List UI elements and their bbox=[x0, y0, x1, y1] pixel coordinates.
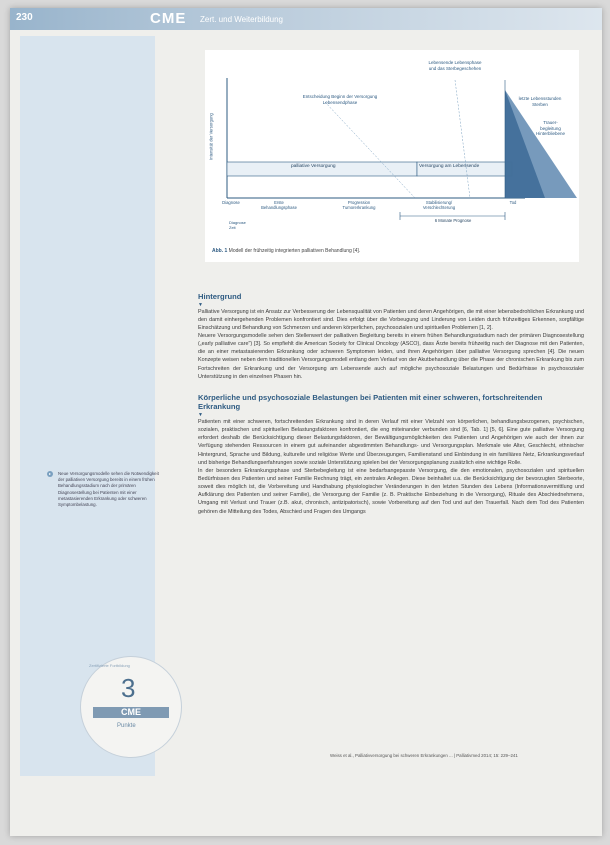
box-end-of-life-label: Versorgung am Lebensende bbox=[419, 164, 480, 169]
y-axis-label: Intensität der Versorgung bbox=[208, 113, 214, 160]
paragraph: Patienten mit einer schweren, fortschreitenden Erkrankung sind in deren Verlauf mit einer Vielzahl von körperlichen, behandlungsbezogenen, psychischen, sozialen, praktischen und spirituellen Belastungsfaktoren konfrontiert, die eng miteinander verbunden sind [6, Tab. 1] [5, 6]. Eine gute palliative Versorgung erfordert deshalb die Berücksichtigung dieser Belastungsfaktoren, der Bewältigungsmöglichkeiten des Patienten und Angehörigen wie auch der ihnen zur Verfügung stehenden Ressourcen in einem gut aufeinander abgestimmten Behandlungs- und Versorgungsplan. Merkmale wie Alter, Geschlecht, ethnischer Hintergrund, Sprache und Bildung, kulturelle und religiöse Werte und Überzeugungen, Familienstand und Einbindung in ein familiäres Netz, Erkrankungsverlauf und bisherige Behandlungserfahrungen sowie soziale Unterstützung spielen bei der Versorgungsplanung zusätzlich eine wichtige Rolle. bbox=[198, 418, 584, 466]
section-arrow-icon: ▼ bbox=[198, 301, 203, 308]
page-footer: Weiss et al., Palliativversorgung bei schweren Erkrankungen ... | Palliativmed 2014; 15: 229–241 bbox=[330, 753, 518, 758]
margin-note bbox=[48, 471, 162, 508]
x-label-2: Progression Tumorerkrankung bbox=[342, 200, 376, 210]
bracket-label: 6 Monate Prognose bbox=[434, 218, 472, 223]
section-arrow-icon: ▼ bbox=[198, 411, 203, 418]
label-sterben: letzte Lebensstunden Sterben bbox=[518, 96, 562, 107]
x-label-1: Erste Behandlungsphase bbox=[261, 200, 297, 210]
x-label-3: Stabilisierung/ Verschlechterung bbox=[422, 200, 456, 210]
seal-band: CME bbox=[93, 707, 169, 718]
seal-ring-text: Zertifizierte Fortbildung bbox=[89, 663, 130, 668]
section-title-hintergrund: Hintergrund bbox=[198, 292, 242, 301]
cme-seal bbox=[80, 656, 182, 758]
pointer-icon: ▸ bbox=[48, 471, 51, 476]
label-trauer: Trauer- begleitung Hinterbliebene bbox=[535, 120, 566, 136]
seal-sub: Punkte bbox=[117, 723, 136, 729]
x-sub-label: Diagnose Zeit bbox=[229, 220, 246, 230]
page-header bbox=[10, 8, 602, 30]
x-label-4: Tod bbox=[509, 200, 517, 205]
paragraph: Neuere Versorgungsmodelle sehen den Stellenwert der palliativen Begleitung bereits in einem frühen Behandlungsstadium nach der primären Diagnosestellung („early palliative care") [3]. So empfiehlt die American Society for Clinical Oncology (ASCO), dass Ärzte bereits frühzeitig nach der Diagnose mit den Patienten, die an einer metastasierenden Erkrankung oder schweren Symptomen leiden, und ihren Angehörigen über palliative Versorgung sprechen [4]. Die neuen Konzepte weisen neben dem traditionellen Versorgungsmodell entlang dem Verlauf von der Akutbehandlung über die Phase der chronischen Erkrankung bis zum Fortschreiten der Erkrankung und der Versorgung am Lebensende auch auf mögliche psychosoziale Belastungen und Bedürfnisse in psychosozialer Unterstützung in den einzelnen Phasen hin. bbox=[198, 332, 584, 380]
seal-number: 3 bbox=[121, 673, 136, 703]
box-palliative-label: palliative Versorgung bbox=[291, 164, 336, 169]
section-heading: Zert. und Weiterbildung bbox=[200, 15, 284, 24]
article-body bbox=[198, 292, 584, 516]
paragraph: In der besonders Erkrankungsphase und Sterbebegleitung ist eine bedarfsangepasste Versorgung, die den emotionalen, psychosozialen und spirituellen Bedürfnissen des Patienten und seiner Familie Rechnung trägt, ein zentrales Anliegen. Diese beinhaltet u.a. die Berücksichtigung der bevorzugten Sterbeorte, soweit dies möglich ist, die Vorbereitung und Handhabung physiologischer Veränderungen in den letzten Stunden des Lebens (Informationsvermittlung und Aufklärung des Patienten und seiner Familie), die Versorgung der Familie (z. B. Praktische Einbeziehung in die Versorgung), Rituale des Abschiednehmens, Umgang mit Verlust und Trauer (z.B. akut, chronisch, antizipatorisch), sowie Vorbereitung auf den Tod und auf den Trauerfall. Nach dem Tod des Patienten gehören die Mitteilung des Todes, Abschied und Fragen des Umgangs bbox=[198, 467, 584, 515]
figure-caption-text: Modell der frühzeitig integrierten palliativen Behandlung [4]. bbox=[228, 248, 361, 254]
figure-caption bbox=[212, 248, 360, 254]
cme-logo: CME bbox=[150, 10, 187, 27]
label-top-right: Lebensende Lebensphase und das Sterbegeschehen bbox=[428, 60, 482, 71]
label-entscheid: Entscheidung Beginn der Versorgung Lebensendphase bbox=[302, 94, 378, 105]
figure-caption-label: Abb. 1 bbox=[212, 248, 228, 254]
care-model-diagram bbox=[205, 50, 579, 262]
paragraph: Palliative Versorgung ist ein Ansatz zur Verbesserung der Lebensqualität von Patienten und deren Angehörigen, die mit einer lebensbedrohlichen Erkrankung und den damit einhergehenden Problemen konfrontiert sind. Dies erfolgt über die Vorbeugung und Linderung von Leiden durch frühzeitiges Erkennen, sorgfältige Einschätzung und Behandlung von Schmerzen und anderen körperlichen, psychosozialen und spirituellen Problemen [1, 2]. bbox=[198, 308, 584, 331]
section-title-belastungen: Körperliche und psychosoziale Belastungen bei Patienten mit einer schweren, fortschreitenden Erkrankung bbox=[198, 392, 543, 412]
margin-note-text: Neue Versorgungsmodelle sehen die Notwendigkeit der palliativen Versorgung bereits in einem frühen Behandlungsstadium nach der primären Diagnosestellung bei Patienten mit einer metastasierenden Erkrankung oder schweren Symptombelastung. bbox=[58, 471, 159, 508]
care-model-figure bbox=[205, 50, 579, 262]
x-label-0: Diagnose bbox=[222, 200, 240, 205]
journal-page bbox=[10, 8, 602, 836]
page-number: 230 bbox=[16, 12, 33, 23]
